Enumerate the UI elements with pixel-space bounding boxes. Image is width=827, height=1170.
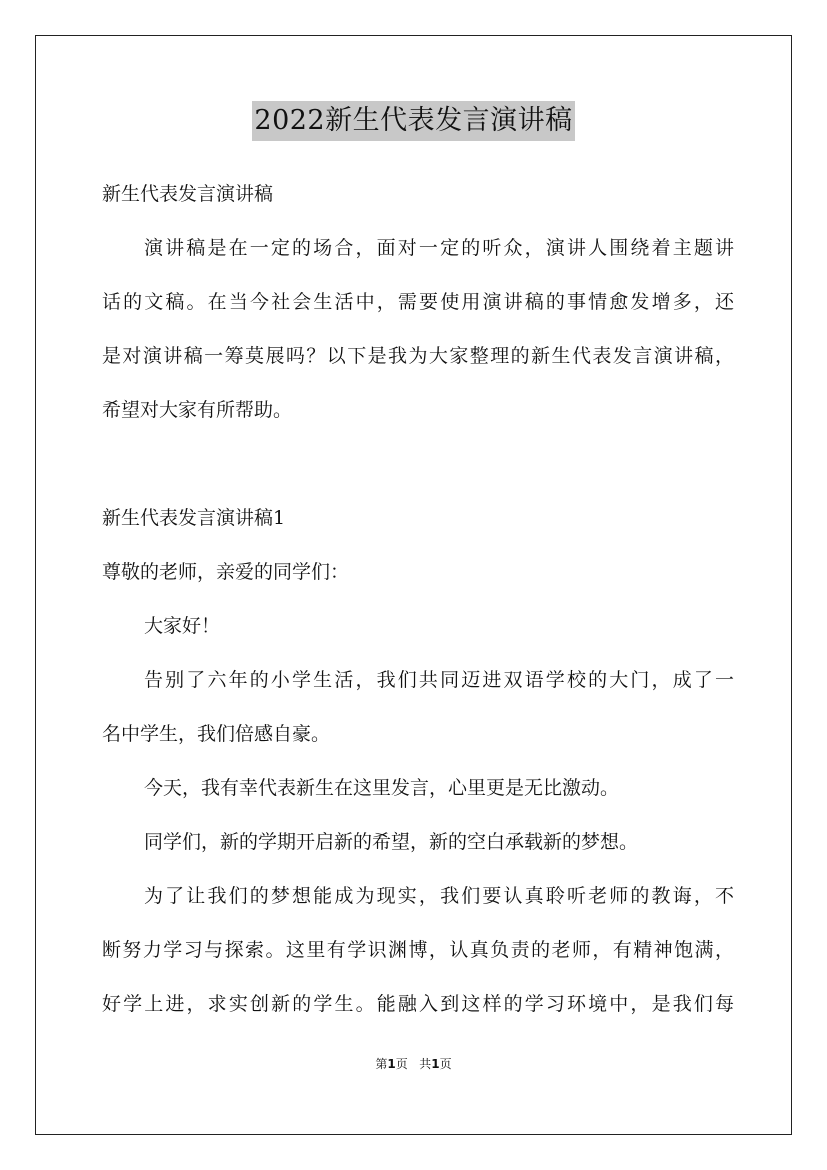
body-line: 好学上进，求实创新的学生。能融入到这样的学习环境中，是我们每 [102,993,734,1015]
document-body [102,172,734,1036]
body-line: 同学们，新的学期开启新的希望，新的空白承载新的梦想。 [144,831,639,853]
body-line: 告别了六年的小学生活，我们共同迈进双语学校的大门，成了一 [144,669,734,691]
body-line: 名中学生，我们倍感自豪。 [102,723,331,745]
body-line: 今天，我有幸代表新生在这里发言，心里更是无比激动。 [144,777,620,799]
body-line: 为了让我们的梦想能成为现实，我们要认真聆听老师的教诲，不 [144,885,734,907]
body-line: 新生代表发言演讲稿 [102,183,274,205]
page-footer [0,1056,827,1072]
title-wrap [0,101,827,141]
body-line: 断努力学习与探索。这里有学识渊博，认真负责的老师，有精神饱满， [102,939,734,961]
body-line: 新生代表发言演讲稿1 [102,507,286,529]
footer-page-number: 1 [387,1057,396,1071]
footer-total-prefix: 共 [419,1057,432,1071]
body-line: 尊敬的老师，亲爱的同学们： [102,561,350,583]
body-line: 大家好！ [144,615,221,637]
body-line: 是对演讲稿一筹莫展吗？以下是我为大家整理的新生代表发言演讲稿， [102,345,734,367]
body-line: 希望对大家有所帮助。 [102,399,293,421]
footer-page-suffix: 页 [395,1057,408,1071]
footer-total-number: 1 [431,1057,440,1071]
document-title: 2022新生代表发言演讲稿 [252,101,574,141]
body-line: 演讲稿是在一定的场合，面对一定的听众，演讲人围绕着主题讲 [144,237,734,259]
body-line [102,442,734,496]
footer-page-prefix: 第 [375,1057,388,1071]
footer-total-suffix: 页 [439,1057,452,1071]
body-line: 话的文稿。在当今社会生活中，需要使用演讲稿的事情愈发增多，还 [102,291,734,313]
